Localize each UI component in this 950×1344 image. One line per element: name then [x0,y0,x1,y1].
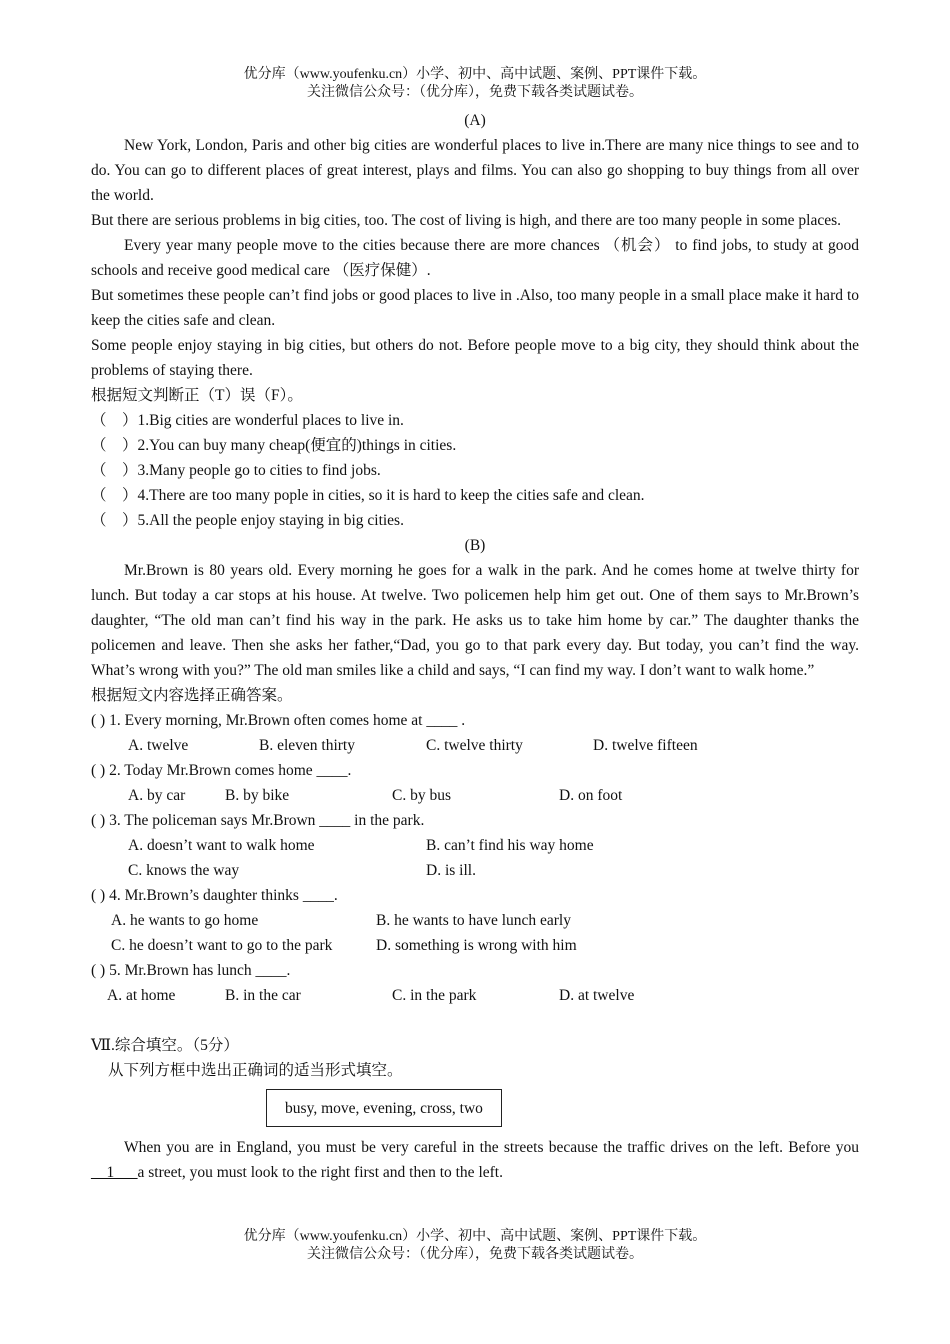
word-box [266,1089,502,1127]
question-options [91,858,859,883]
option: D. something is wrong with him [376,937,577,954]
word-box-text: busy, move, evening, cross, two [285,1099,483,1117]
section-b-instruction: 根据短文内容选择正确答案。 [91,687,293,704]
section-7-title: Ⅶ.综合填空。（5分） [91,1037,239,1054]
section-a-paragraph: But there are serious problems in big cities, too. The cost of living is high, and there are too many people in some places. [91,212,841,229]
question-options [91,783,859,808]
exam-content [91,108,859,1185]
question-options [91,933,859,958]
option: C. knows the way [128,862,240,879]
question-stem: ( ) 2. Today Mr.Brown comes home ____. [91,762,352,779]
option: D. on foot [559,787,623,804]
passage-text: When you are in England, you must be very careful in the streets because the traffic drives on the left. Before you [124,1139,859,1156]
section-b-paragraph: Mr.Brown is 80 years old. Every morning he goes for a walk in the park. And he comes home at twelve thirty for lunch. But today a car stops at his house. At twelve. Two policemen help him get out. One of them says to Mr.Brown’s daughter, “The old man can’t find his way in the park. He asks us to take him home by car.” The daughter thanks the policemen and leave. Then she asks her father,“Dad, you go to that park every day. But today, you can’t find the way. What’s wrong with you?” The old man smiles like a child and says, “I can find my way. I don’t want to walk home.” [91,562,859,679]
option: D. is ill. [426,862,476,879]
passage-text: a street, you must look to the right first and then to the left. [137,1164,503,1181]
question-stem: ( ) 5. Mr.Brown has lunch ____. [91,962,291,979]
option: B. in the car [225,987,301,1004]
section-7-passage [91,1135,859,1185]
option: C. in the park [392,987,477,1004]
section-a-paragraph: Some people enjoy staying in big cities, but others do not. Before people move to a big city, they should think about the problems of staying there. [91,337,859,379]
header-line-2: 关注微信公众号：（优分库），免费下载各类试题试卷。 [307,85,643,100]
option: D. at twelve [559,987,635,1004]
tf-item: （ ）1.Big cities are wonderful places to live in. [91,412,404,429]
header-line-1: 优分库（www.youfenku.cn）小学、初中、高中试题、案例、PPT课件下载。 [243,67,707,82]
option: A. he wants to go home [111,912,259,929]
section-a-label: (A) [464,112,486,129]
tf-item: （ ）5.All the people enjoy staying in big cities. [91,512,404,529]
option: C. twelve thirty [426,737,523,754]
page-header [0,66,950,102]
option: B. he wants to have lunch early [376,912,571,929]
section-a-paragraph: New York, London, Paris and other big cities are wonderful places to live in.There are many nice things to see and to do. You can go to different places of great interest, plays and films. You can also go shopping to buy things from all over the world. [91,137,859,204]
footer-line-1: 优分库（www.youfenku.cn）小学、初中、高中试题、案例、PPT课件下载。 [243,1229,707,1244]
section-7-instruction: 从下列方框中选出正确词的适当形式填空。 [108,1062,403,1079]
option: A. by car [128,787,186,804]
tf-item: （ ）3.Many people go to cities to find jobs. [91,462,381,479]
question-stem: ( ) 4. Mr.Brown’s daughter thinks ____. [91,887,338,904]
question-stem: ( ) 1. Every morning, Mr.Brown often comes home at ____ . [91,712,466,729]
option: A. doesn’t want to walk home [128,837,315,854]
footer-line-2: 关注微信公众号：（优分库），免费下载各类试题试卷。 [307,1247,643,1262]
blank-1: __1___ [91,1164,138,1181]
option: C. he doesn’t want to go to the park [111,937,333,954]
section-a-paragraph: Every year many people move to the cities because there are more chances （机会） to find jobs, to study at good schools and receive good medical care （医疗保健）. [91,237,859,279]
question-stem: ( ) 3. The policeman says Mr.Brown ____ in the park. [91,812,425,829]
option: A. at home [107,987,176,1004]
section-a-paragraph: But sometimes these people can’t find jobs or good places to live in .Also, too many people in a small place make it hard to keep the cities safe and clean. [91,287,859,329]
section-b-label: (B) [464,537,486,554]
option: D. twelve fifteen [593,737,698,754]
question-options [91,833,859,858]
question-options [91,733,859,758]
page-footer [0,1228,950,1264]
option: B. by bike [225,787,290,804]
question-options [91,983,859,1008]
option: C. by bus [392,787,451,804]
section-a-instruction: 根据短文判断正（T）误（F）。 [91,387,303,404]
option: A. twelve [128,737,189,754]
tf-item: （ ）2.You can buy many cheap(便宜的)things in cities. [91,437,457,454]
option: B. can’t find his way home [426,837,594,854]
option: B. eleven thirty [259,737,355,754]
question-options [91,908,859,933]
tf-item: （ ）4.There are too many pople in cities, so it is hard to keep the cities safe and clean. [91,487,645,504]
